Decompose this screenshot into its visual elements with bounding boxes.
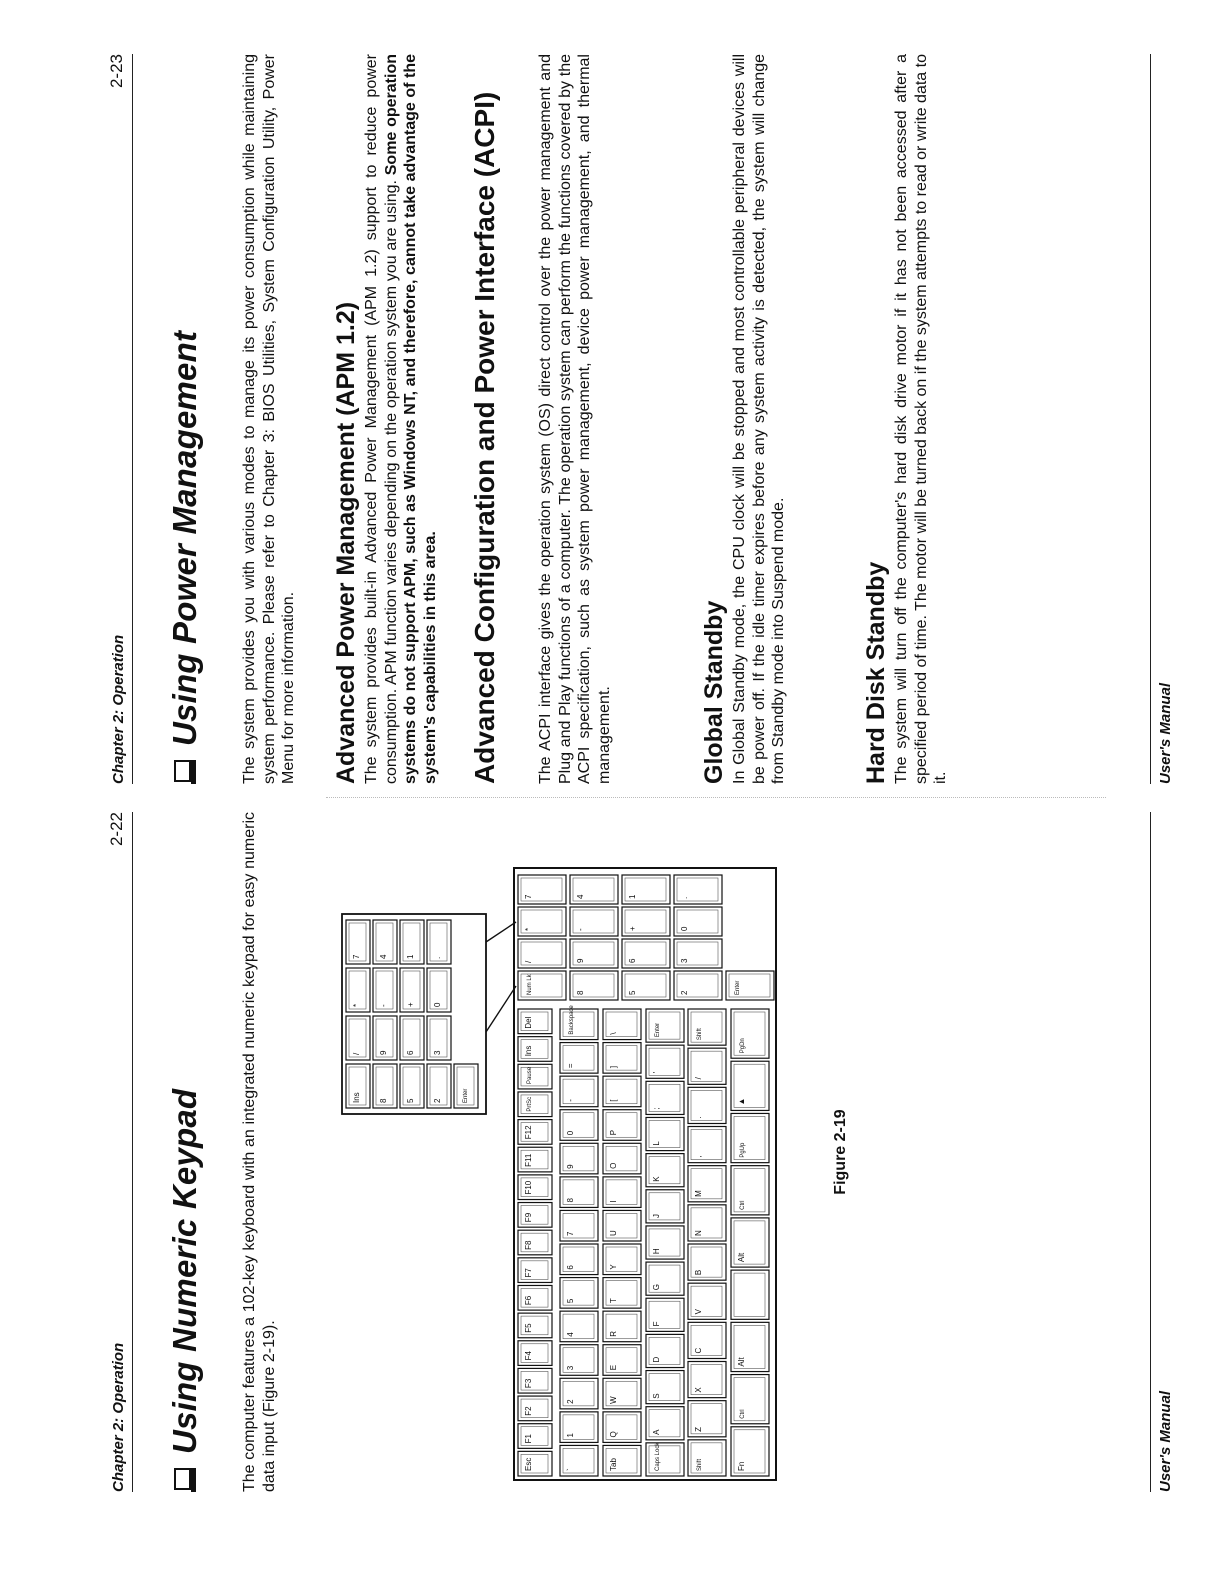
svg-text:8: 8 — [576, 990, 585, 995]
svg-text:F2: F2 — [524, 1406, 533, 1416]
svg-text:;: ; — [652, 1107, 661, 1110]
svg-text:7: 7 — [566, 1231, 575, 1236]
chapter-label: Chapter 2: Operation — [110, 1342, 127, 1492]
callout-leader-line — [486, 986, 516, 1032]
keyboard-key — [518, 1064, 552, 1089]
apm-heading: Advanced Power Management (APM 1.2) — [332, 301, 360, 784]
keyboard-key — [646, 1371, 684, 1404]
svg-text:]: ] — [609, 1065, 618, 1069]
page-number: 2-23 — [107, 54, 126, 89]
keyboard-key — [518, 1009, 552, 1034]
keyboard-key — [646, 1407, 684, 1440]
svg-text:I: I — [609, 1200, 618, 1203]
svg-text:-: - — [379, 1004, 388, 1007]
svg-text:Q: Q — [609, 1431, 618, 1438]
numpad-key — [570, 907, 618, 936]
svg-text:Shift: Shift — [697, 1028, 703, 1041]
svg-text:T: T — [609, 1298, 618, 1304]
svg-text:E: E — [609, 1364, 618, 1371]
svg-text:Pause: Pause — [527, 1066, 533, 1084]
numpad-key — [518, 907, 566, 936]
keyboard-key — [518, 1147, 552, 1172]
section-title-text: Using Numeric Keypad — [166, 1088, 203, 1454]
keyboard-key — [603, 1445, 641, 1476]
svg-text:C: C — [694, 1347, 703, 1354]
svg-text:F1: F1 — [524, 1434, 533, 1444]
svg-text:7: 7 — [352, 954, 361, 959]
svg-text:,: , — [694, 1155, 703, 1158]
svg-text:/: / — [694, 1077, 703, 1080]
keyboard-key — [688, 1166, 726, 1202]
svg-text:Backspace: Backspace — [569, 1005, 575, 1035]
svg-text:*: * — [524, 927, 533, 931]
keyboard-key — [603, 1412, 641, 1443]
svg-text:4: 4 — [379, 954, 388, 959]
svg-text:0: 0 — [433, 1002, 442, 1007]
keyboard-key — [603, 1043, 641, 1074]
keyboard-key — [646, 1298, 684, 1331]
svg-text:N: N — [694, 1230, 703, 1236]
svg-text:7: 7 — [524, 894, 533, 899]
callout-key — [346, 968, 370, 1012]
svg-text:F9: F9 — [524, 1212, 533, 1223]
keyboard-key — [560, 1311, 598, 1342]
svg-text:U: U — [609, 1230, 618, 1236]
hdd-standby-heading: Hard Disk Standby — [862, 561, 890, 784]
keyboard-key — [518, 1175, 552, 1200]
keyboard-key — [731, 1166, 769, 1215]
numpad-key — [570, 939, 618, 968]
svg-text:2: 2 — [433, 1098, 442, 1103]
numpad-key — [674, 875, 722, 904]
keyboard-key — [646, 1009, 684, 1042]
keyboard-key — [518, 1424, 552, 1449]
numpad-key — [622, 875, 670, 904]
numpad-key — [674, 971, 722, 1000]
keyboard-key — [518, 1396, 552, 1421]
svg-text:Esc: Esc — [524, 1457, 533, 1471]
svg-text:.: . — [433, 956, 442, 959]
keyboard-key — [603, 1009, 641, 1040]
callout-key — [427, 1064, 451, 1108]
section-title — [166, 1089, 204, 1492]
svg-text:2: 2 — [680, 990, 689, 995]
keyboard-key — [646, 1045, 684, 1078]
keyboard-key — [646, 1226, 684, 1259]
svg-text:PgUp: PgUp — [740, 1142, 746, 1158]
svg-text:Alt: Alt — [737, 1357, 746, 1367]
keyboard-figure — [338, 862, 778, 1482]
svg-text:Tab: Tab — [609, 1458, 618, 1471]
keyboard-key — [603, 1311, 641, 1342]
keyboard-key — [688, 1205, 726, 1241]
svg-text:O: O — [609, 1162, 618, 1169]
svg-text:3: 3 — [680, 958, 689, 963]
keyboard-key — [688, 1087, 726, 1123]
keyboard-key — [688, 1283, 726, 1319]
keyboard-key — [646, 1442, 684, 1476]
svg-text:Del: Del — [524, 1016, 533, 1029]
keyboard-key — [688, 1244, 726, 1280]
keyboard-key — [731, 1009, 769, 1058]
keyboard-key — [646, 1081, 684, 1114]
svg-text:+: + — [628, 926, 637, 931]
right-page — [0, 54, 1224, 784]
keyboard-key — [688, 1048, 726, 1084]
numpad-key — [570, 875, 618, 904]
svg-text:Z: Z — [694, 1426, 703, 1432]
keyboard-key — [560, 1043, 598, 1074]
svg-text:8: 8 — [566, 1197, 575, 1203]
svg-text:5: 5 — [406, 1098, 415, 1103]
keyboard-key — [560, 1445, 598, 1476]
svg-text:F8: F8 — [524, 1240, 533, 1250]
page-number: 2-22 — [107, 812, 126, 847]
svg-text:Ctrl: Ctrl — [740, 1409, 746, 1419]
svg-text:H: H — [652, 1248, 661, 1255]
callout-key — [454, 1064, 478, 1108]
svg-text:M: M — [694, 1190, 703, 1197]
callout-key — [400, 968, 424, 1012]
section-title-text: Using Power Management — [166, 330, 203, 746]
keyboard-key — [688, 1322, 726, 1358]
svg-text:▲: ▲ — [737, 1097, 746, 1106]
page-footer — [1150, 54, 1174, 784]
keyboard-key — [560, 1110, 598, 1141]
svg-text:Ins: Ins — [352, 1092, 361, 1103]
page-divider — [326, 796, 1106, 798]
footer-label: User's Manual — [1157, 1390, 1174, 1492]
svg-text:J: J — [652, 1213, 661, 1218]
svg-text:PrtSc: PrtSc — [527, 1096, 533, 1112]
svg-text:9: 9 — [379, 1050, 388, 1055]
svg-text:F5: F5 — [524, 1323, 533, 1333]
svg-text:Alt: Alt — [737, 1252, 746, 1263]
svg-text:6: 6 — [406, 1050, 415, 1055]
intro-paragraph: The system provides you with various modes to manage its power consumption while maintaining system performance. Please refer to Chapter 3: BIOS Utilities, System Configuration Utility, Power Menu for more information. — [241, 54, 297, 784]
svg-text:S: S — [652, 1393, 661, 1399]
keyboard-key — [731, 1375, 769, 1424]
svg-text:/: / — [352, 1052, 361, 1055]
keyboard-key — [688, 1009, 726, 1045]
keyboard-key — [731, 1270, 769, 1319]
callout-key — [373, 1064, 397, 1108]
svg-text:6: 6 — [628, 958, 637, 963]
svg-text:X: X — [694, 1387, 703, 1393]
keyboard-key — [603, 1378, 641, 1409]
svg-text:3: 3 — [566, 1365, 575, 1371]
svg-text:F4: F4 — [524, 1351, 533, 1361]
callout-key — [373, 968, 397, 1012]
keyboard-key — [518, 1341, 552, 1366]
keyboard-key — [603, 1345, 641, 1376]
svg-text:3: 3 — [433, 1050, 442, 1055]
numpad-key — [622, 939, 670, 968]
keyboard-key — [603, 1244, 641, 1275]
svg-text:K: K — [652, 1176, 661, 1182]
keyboard-key — [603, 1143, 641, 1174]
svg-text:Fn: Fn — [737, 1461, 746, 1471]
keyboard-key — [518, 1451, 552, 1476]
svg-text:Shift: Shift — [697, 1458, 703, 1471]
numpad-key — [726, 971, 774, 1000]
svg-text:4: 4 — [576, 894, 585, 899]
keyboard-key — [560, 1412, 598, 1443]
keyboard-key — [731, 1218, 769, 1267]
svg-text:A: A — [652, 1429, 661, 1435]
callout-key — [400, 920, 424, 964]
callout-leader-line — [486, 922, 516, 942]
keyboard-key — [518, 1258, 552, 1283]
keyboard-key — [603, 1278, 641, 1309]
keyboard-key — [688, 1401, 726, 1437]
svg-text:F7: F7 — [524, 1268, 533, 1278]
numpad-key — [674, 907, 722, 936]
svg-text:F6: F6 — [524, 1295, 533, 1306]
svg-text:/: / — [524, 960, 533, 963]
callout-key — [346, 1064, 370, 1108]
apm-body: The system provides built-in Advanced Power Management (APM 1.2) support to reduce power consumption. APM function varies depending on the operation system you are using. — [363, 54, 400, 784]
svg-text:5: 5 — [628, 990, 637, 995]
keyboard-key — [560, 1143, 598, 1174]
svg-text:R: R — [609, 1330, 618, 1337]
svg-text:G: G — [652, 1283, 661, 1291]
keyboard-key — [560, 1345, 598, 1376]
keyboard-key — [518, 1313, 552, 1338]
svg-text:Enter: Enter — [463, 1088, 469, 1103]
keyboard-key — [688, 1362, 726, 1398]
svg-text:.: . — [680, 896, 689, 899]
hdd-standby-paragraph: The system will turn off the computer's hard disk drive motor if it has not been accessed after a specified period of time. The motor will be turned back on if the system attempts to read or write data to it. — [893, 54, 949, 784]
keyboard-key — [603, 1110, 641, 1141]
svg-text:8: 8 — [379, 1098, 388, 1103]
callout-key — [373, 1016, 397, 1060]
keyboard-key — [646, 1334, 684, 1367]
svg-text:Num Lk: Num Lk — [527, 974, 533, 995]
callout-key — [427, 1016, 451, 1060]
svg-text:5: 5 — [566, 1298, 575, 1304]
numpad-key — [622, 907, 670, 936]
figure-caption: Figure 2-19 — [832, 1109, 849, 1195]
keyboard-key — [560, 1076, 598, 1107]
svg-text:Caps Lock: Caps Lock — [655, 1442, 661, 1471]
callout-key — [427, 968, 451, 1012]
global-standby-heading: Global Standby — [700, 600, 728, 784]
chapter-label: Chapter 2: Operation — [110, 634, 127, 784]
keyboard-key — [731, 1427, 769, 1476]
svg-text:L: L — [652, 1141, 661, 1146]
page-footer — [1150, 812, 1174, 1492]
svg-text:Y: Y — [609, 1264, 618, 1270]
keyboard-key — [603, 1210, 641, 1241]
svg-text:F12: F12 — [524, 1125, 533, 1140]
svg-text:9: 9 — [576, 958, 585, 963]
svg-text:9: 9 — [566, 1164, 575, 1169]
svg-text:D: D — [652, 1356, 661, 1363]
svg-text:\: \ — [609, 1032, 618, 1035]
callout-key — [400, 1016, 424, 1060]
keyboard-key — [560, 1278, 598, 1309]
svg-text:-: - — [566, 1099, 575, 1102]
callout-key — [400, 1064, 424, 1108]
keyboard-key — [731, 1113, 769, 1162]
apm-paragraph — [362, 54, 440, 784]
keyboard-key — [518, 1230, 552, 1255]
keyboard-key — [560, 1210, 598, 1241]
left-page — [0, 812, 1224, 1492]
acpi-heading: Advanced Configuration and Power Interface (ACPI) — [469, 91, 500, 784]
svg-text:=: = — [566, 1063, 575, 1069]
page-header — [98, 812, 133, 1492]
svg-text:F10: F10 — [524, 1180, 533, 1195]
svg-text:Enter: Enter — [655, 1022, 661, 1038]
numpad-key — [518, 971, 566, 1000]
keyboard-key — [688, 1127, 726, 1163]
svg-text:Ins: Ins — [524, 1045, 533, 1057]
keyboard-key — [518, 1092, 552, 1117]
svg-text:1: 1 — [628, 894, 637, 899]
svg-text:`: ` — [566, 1468, 575, 1471]
numpad-key — [674, 939, 722, 968]
keyboard-key — [518, 1120, 552, 1145]
svg-text:Enter: Enter — [735, 980, 741, 995]
keyboard-key — [731, 1061, 769, 1110]
svg-text:B: B — [694, 1269, 703, 1276]
keyboard-key — [518, 1037, 552, 1062]
callout-key — [373, 920, 397, 964]
keyboard-key — [603, 1076, 641, 1107]
section-title — [166, 331, 204, 784]
numpad-key — [518, 875, 566, 904]
svg-text:F: F — [652, 1321, 661, 1327]
svg-text:-: - — [576, 928, 585, 931]
svg-text:*: * — [352, 1003, 361, 1007]
keyboard-key — [518, 1203, 552, 1228]
callout-key — [346, 1016, 370, 1060]
svg-text:PgDn: PgDn — [740, 1038, 746, 1054]
callout-key — [346, 920, 370, 964]
keyboard-key — [731, 1322, 769, 1371]
numpad-key — [570, 971, 618, 1000]
keyboard-key — [560, 1378, 598, 1409]
svg-text:1: 1 — [406, 954, 415, 959]
svg-text:P: P — [609, 1129, 618, 1136]
page-header — [98, 54, 133, 784]
svg-text:V: V — [694, 1308, 703, 1315]
svg-text:': ' — [652, 1071, 661, 1074]
svg-text:0: 0 — [680, 926, 689, 931]
keyboard-key — [646, 1190, 684, 1223]
svg-text:4: 4 — [566, 1332, 575, 1337]
keyboard-key — [646, 1117, 684, 1150]
keyboard-key — [518, 1285, 552, 1310]
svg-text:F11: F11 — [524, 1153, 533, 1167]
keyboard-key — [560, 1244, 598, 1275]
apm-body-bold: Some operation systems do not support APM, such as Windows NT, and therefore, cannot take advantage of the system's capabilities in this area. — [382, 53, 439, 784]
svg-text:F3: F3 — [524, 1378, 533, 1389]
svg-text:2: 2 — [566, 1399, 575, 1404]
keyboard-key — [518, 1368, 552, 1393]
callout-key — [427, 920, 451, 964]
svg-text:[: [ — [609, 1099, 618, 1102]
keyboard-key — [688, 1440, 726, 1476]
laptop-icon — [174, 1468, 196, 1492]
keyboard-key — [603, 1177, 641, 1208]
numpad-key — [518, 939, 566, 968]
svg-text:W: W — [609, 1396, 618, 1404]
svg-text:6: 6 — [566, 1265, 575, 1270]
svg-text:0: 0 — [566, 1130, 575, 1136]
global-standby-paragraph: In Global Standby mode, the CPU clock will be stopped and most controllable peripheral devices will be power off. If the idle timer expires before any system activity is detected, the system will change from Standby mode into Suspend mode. — [731, 54, 787, 784]
svg-text:1: 1 — [566, 1432, 575, 1438]
svg-text:+: + — [406, 1002, 415, 1007]
svg-text:.: . — [694, 1116, 703, 1119]
intro-paragraph: The computer features a 102-key keyboard with an integrated numeric keypad for easy numeric data input (Figure 2-19). — [241, 812, 278, 1492]
acpi-paragraph: The ACPI interface gives the operation system (OS) direct control over the power management and Plug and Play functions of a computer. The operation system can perform the functions covered by the ACPI specification, such as system power management, device power management, and thermal management. — [537, 54, 613, 784]
keyboard-key — [560, 1005, 598, 1040]
svg-text:Ctrl: Ctrl — [740, 1200, 746, 1210]
keyboard-key — [646, 1262, 684, 1295]
numpad-key — [622, 971, 670, 1000]
laptop-icon — [174, 760, 196, 784]
footer-label: User's Manual — [1157, 682, 1174, 784]
keyboard-key — [646, 1154, 684, 1187]
keyboard-key — [560, 1177, 598, 1208]
